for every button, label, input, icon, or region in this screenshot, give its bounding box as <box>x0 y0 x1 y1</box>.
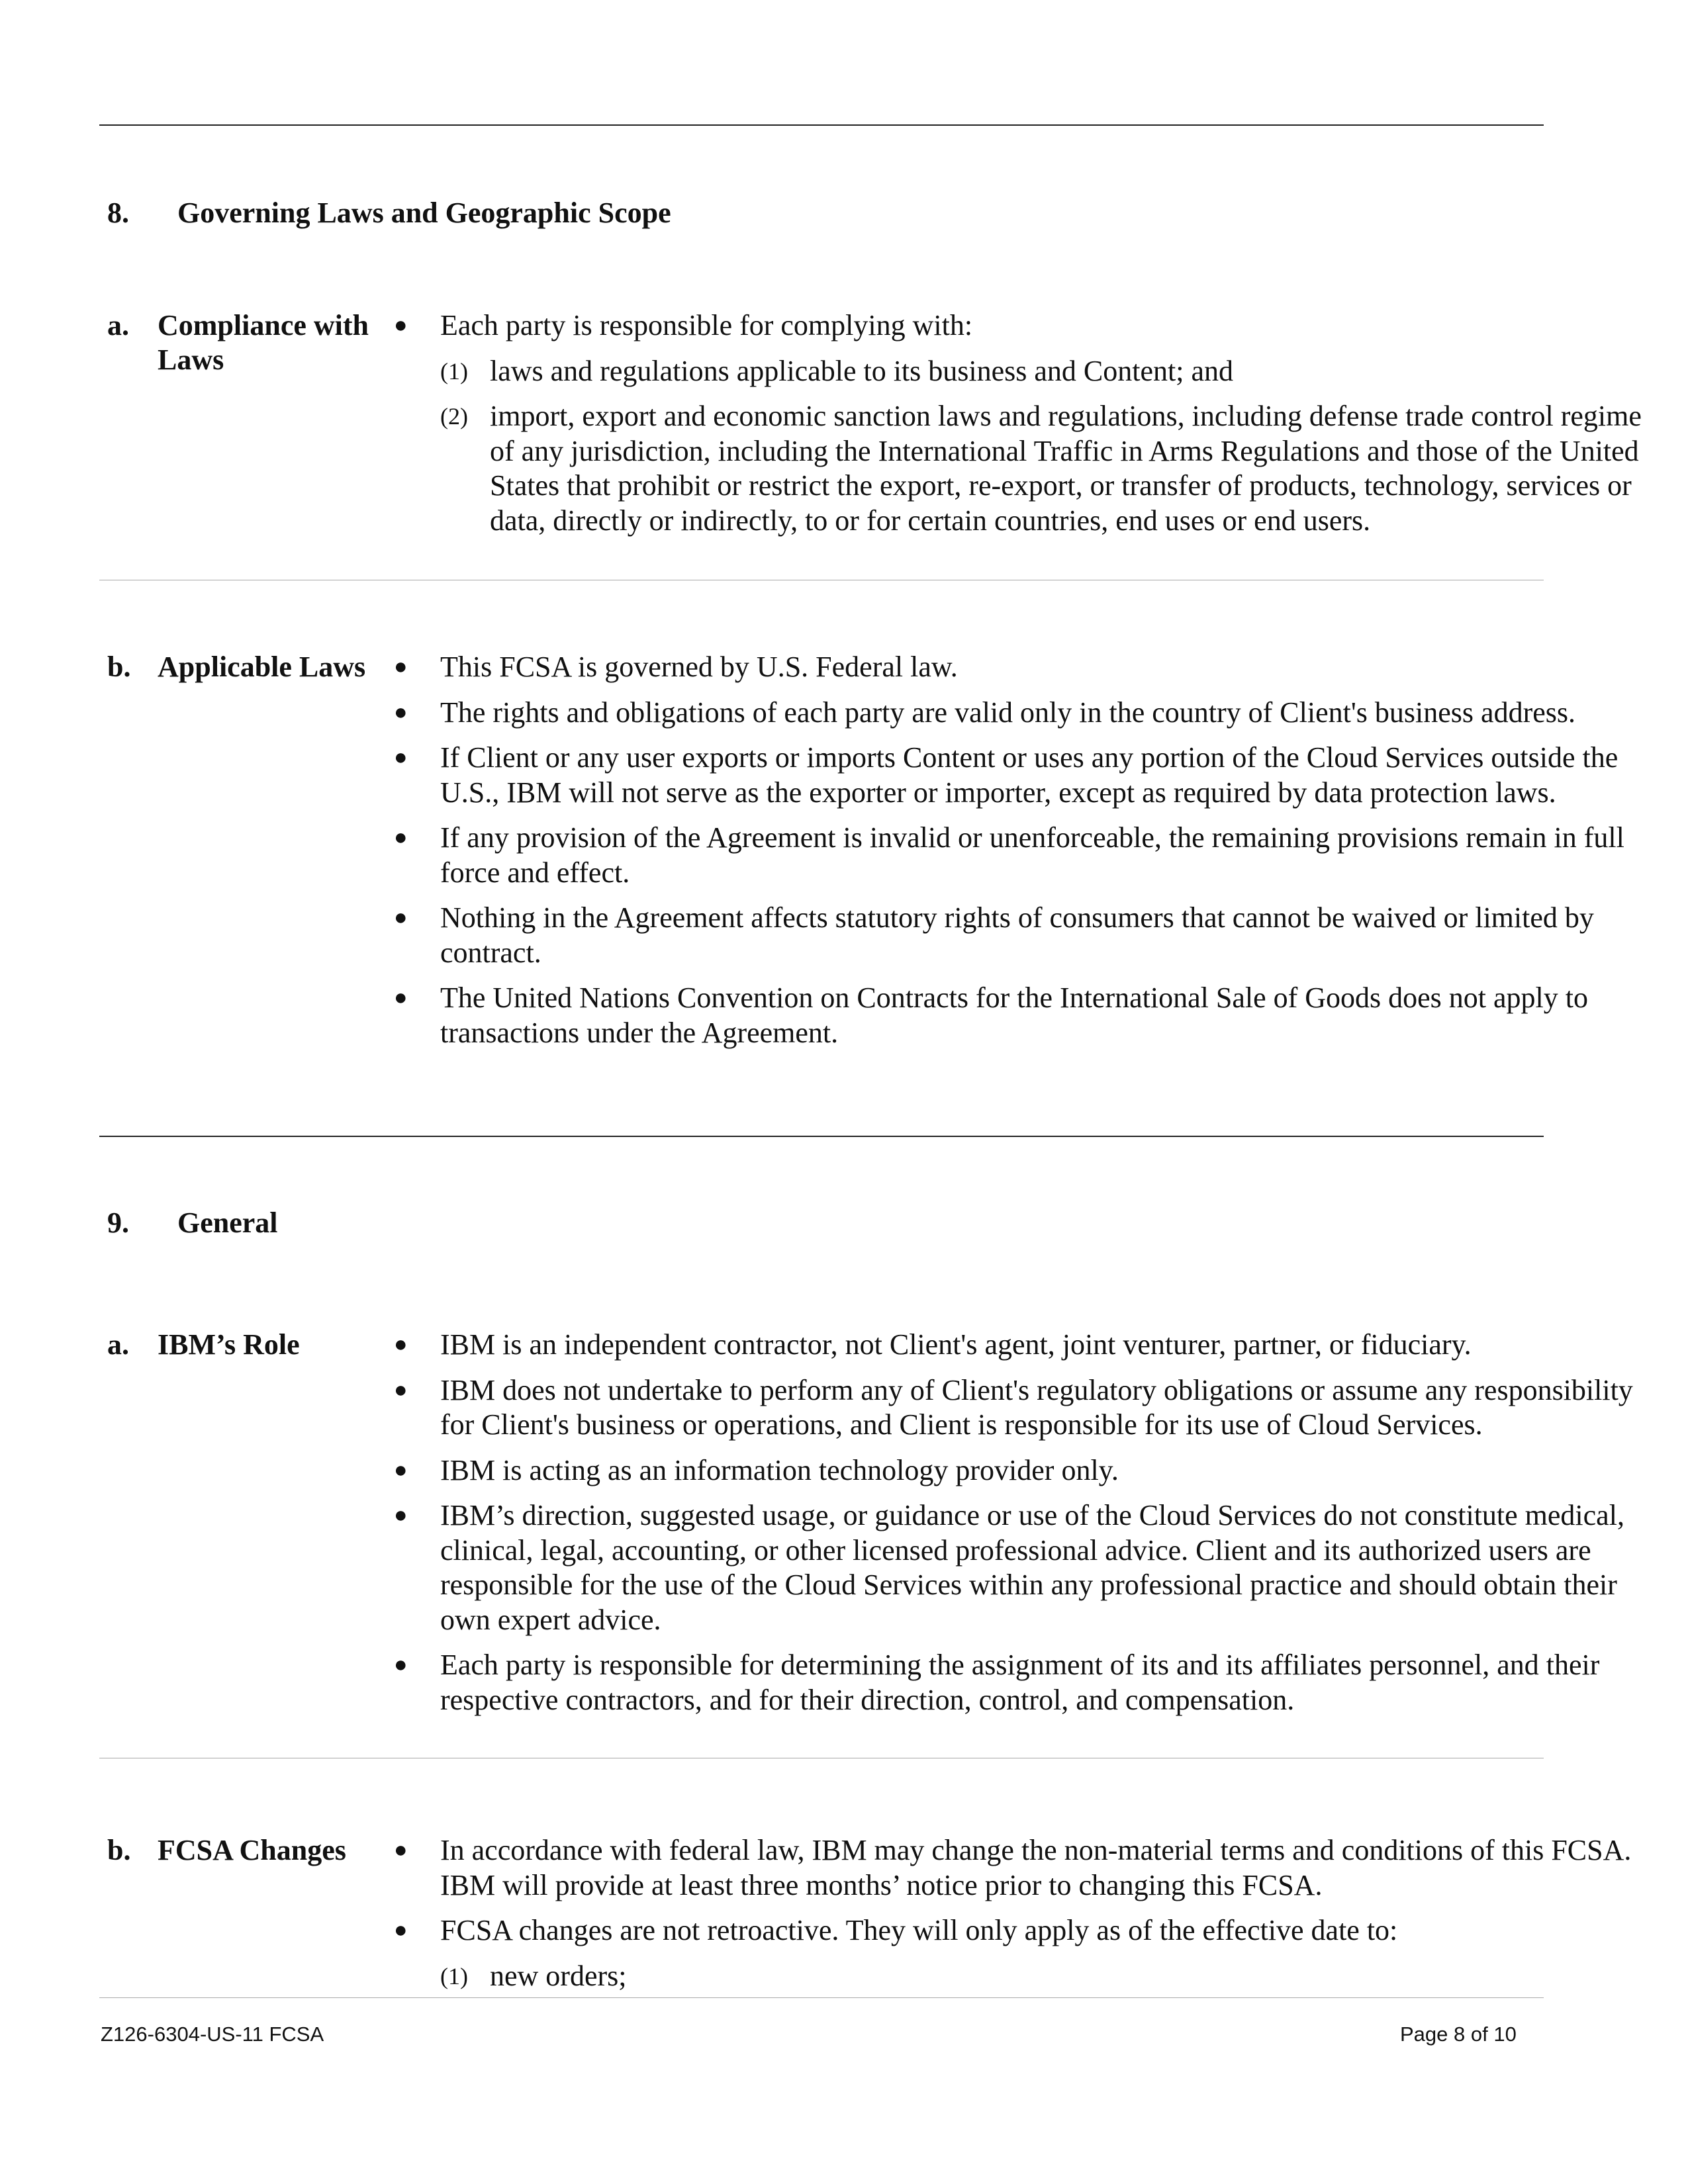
bullet-icon: ● <box>394 1918 408 1942</box>
subsection-title: IBM’s Role <box>158 1328 300 1361</box>
bullet-text: The United Nations Convention on Contracts for the International Sale of Goods does not apply to transactions under the Agreement. <box>440 981 1589 1049</box>
bullet-text: IBM is an independent contractor, not Client's agent, joint venturer, partner, or fiduciary. <box>440 1328 1472 1361</box>
subsection-title: FCSA Changes <box>158 1834 346 1866</box>
numbered-item <box>394 354 1642 389</box>
numbered-item <box>394 399 1642 538</box>
numbered-item <box>394 1959 1642 1994</box>
bullet-icon: ● <box>394 745 408 770</box>
bullet-item <box>394 696 1642 731</box>
item-text: laws and regulations applicable to its business and Content; and <box>490 354 1234 387</box>
bullet-icon: ● <box>394 1377 408 1402</box>
bullet-item <box>394 1328 1642 1363</box>
section-number: 9. <box>107 1206 129 1239</box>
item-number: (1) <box>440 1962 468 1989</box>
bullet-item <box>394 308 1642 343</box>
bullet-icon: ● <box>394 825 408 850</box>
subsection-letter: a. <box>107 1328 129 1361</box>
subsection-ibms-role <box>99 1328 1633 1758</box>
bullet-item <box>394 1833 1642 1903</box>
subsection-title: Compliance with Laws <box>158 309 369 376</box>
bullet-text: Each party is responsible for determining the assignment of its and its affiliates personnel, and their respective contractors, and for their direction, control, and compensation. <box>440 1649 1600 1716</box>
top-rule <box>99 124 1544 126</box>
bullet-item <box>394 981 1642 1050</box>
subsection-content <box>394 1833 1642 2004</box>
section-heading <box>107 196 671 230</box>
footer-page-number: Page 8 of 10 <box>1400 2023 1517 2046</box>
bullet-item <box>394 901 1642 970</box>
bullet-text: Nothing in the Agreement affects statutory rights of consumers that cannot be waived or limited by contract. <box>440 901 1594 969</box>
item-number: (2) <box>440 403 468 430</box>
bullet-text: If any provision of the Agreement is invalid or unenforceable, the remaining provisions remain in full force and effect. <box>440 821 1624 889</box>
bullet-item <box>394 741 1642 810</box>
section-number: 8. <box>107 197 129 229</box>
item-text: new orders; <box>490 1959 627 1992</box>
subsection-letter: a. <box>107 309 129 341</box>
bullet-item <box>394 1498 1642 1637</box>
bullet-text: FCSA changes are not retroactive. They will only apply as of the effective date to: <box>440 1914 1398 1946</box>
bullet-icon: ● <box>394 985 408 1010</box>
bullet-icon: ● <box>394 1332 408 1357</box>
bullet-text: In accordance with federal law, IBM may change the non-material terms and conditions of this FCSA. IBM will provide at least three months’ notice prior to changing this FCSA. <box>440 1834 1632 1901</box>
bullet-icon: ● <box>394 1457 408 1482</box>
bullet-text: If Client or any user exports or imports Content or uses any portion of the Cloud Services outside the U.S., IBM will not serve as the exporter or importer, except as required by data protection laws. <box>440 741 1618 809</box>
subsection-content <box>394 650 1642 1061</box>
subsection-title: Applicable Laws <box>158 651 366 683</box>
bullet-text: The rights and obligations of each party are valid only in the country of Client's business address. <box>440 696 1575 729</box>
subsection-compliance-with-laws <box>99 308 1642 580</box>
bullet-item <box>394 650 1642 685</box>
subsection-applicable-laws <box>99 650 1624 1137</box>
subsection-fcsa-changes <box>99 1833 1632 1998</box>
bullet-item <box>394 1373 1642 1443</box>
section-heading <box>107 1206 278 1240</box>
subsection-content <box>394 308 1642 549</box>
section-title: General <box>177 1206 278 1239</box>
bullet-icon: ● <box>394 1653 408 1677</box>
bullet-icon: ● <box>394 1838 408 1862</box>
bullet-icon: ● <box>394 700 408 725</box>
bullet-item <box>394 1453 1642 1488</box>
bullet-icon: ● <box>394 905 408 930</box>
section-title: Governing Laws and Geographic Scope <box>177 197 671 229</box>
subsection-letter: b. <box>107 1834 131 1866</box>
bullet-item <box>394 1648 1642 1717</box>
bullet-item <box>394 1913 1642 1948</box>
bullet-text: Each party is responsible for complying with: <box>440 309 973 341</box>
bullet-text: This FCSA is governed by U.S. Federal law. <box>440 651 958 683</box>
bullet-icon: ● <box>394 313 408 338</box>
bullet-text: IBM is acting as an information technology provider only. <box>440 1453 1119 1486</box>
bullet-text: IBM does not undertake to perform any of Client's regulatory obligations or assume any responsibility for Client's business or operations, and Client is responsible for its use of Cloud Services. <box>440 1373 1633 1441</box>
footer-document-id: Z126-6304-US-11 FCSA <box>101 2023 324 2046</box>
item-text: import, export and economic sanction laws and regulations, including defense trade control regime of any jurisdiction, including the International Traffic in Arms Regulations and those of the United States that prohibit or restrict the export, re-export, or transfer of products, technology, services or data, directly or indirectly, to or for certain countries, end uses or end users. <box>490 400 1642 537</box>
bullet-icon: ● <box>394 1503 408 1527</box>
subsection-content <box>394 1328 1642 1728</box>
item-number: (1) <box>440 357 468 385</box>
subsection-letter: b. <box>107 651 131 683</box>
bullet-icon: ● <box>394 655 408 679</box>
bullet-text: IBM’s direction, suggested usage, or guidance or use of the Cloud Services do not constitute medical, clinical, legal, accounting, or other licensed professional advice. Client and its authorized users are responsible for the use of the Cloud Services within any professional practice and should obtain their own expert advice. <box>440 1499 1624 1636</box>
bullet-item <box>394 821 1642 890</box>
